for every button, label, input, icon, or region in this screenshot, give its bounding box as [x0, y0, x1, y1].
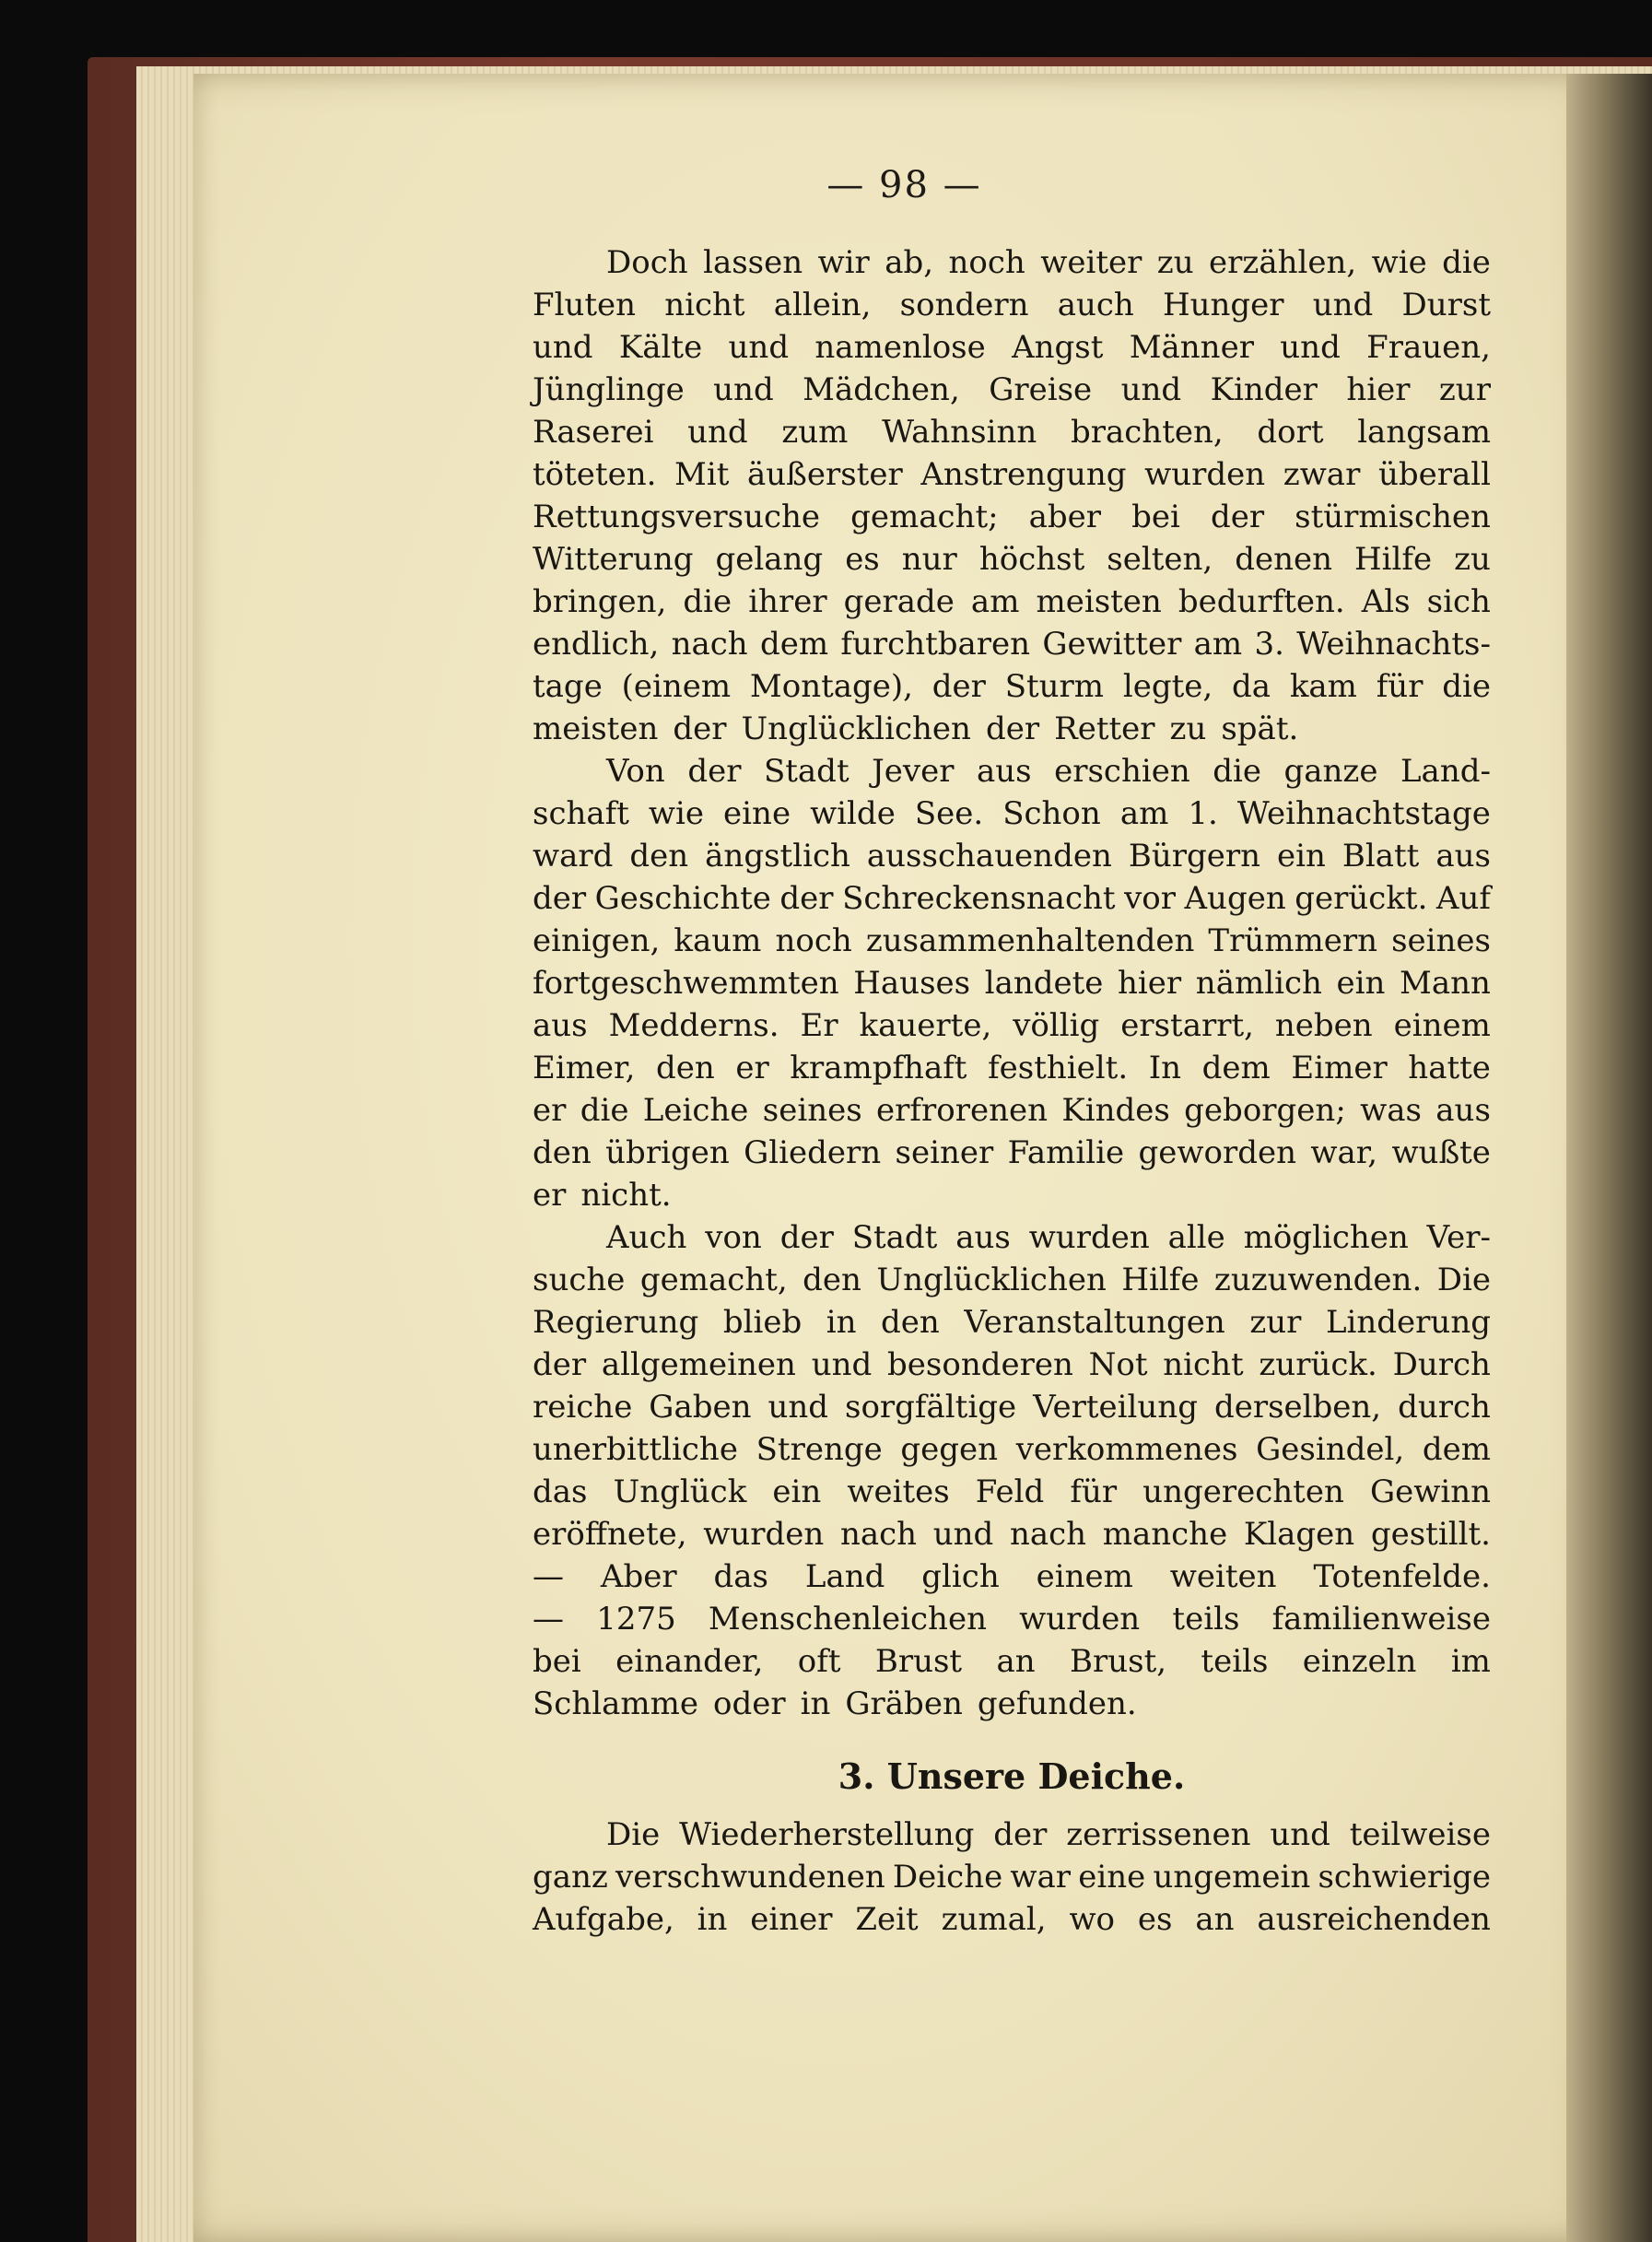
text-line: tage (einem Montage), der Sturm legte, da kam für die	[533, 668, 1491, 705]
page-number: — 98 —	[826, 164, 982, 206]
text-line: ward den ängstlich ausschauenden Bürgern ein Blatt aus	[533, 838, 1491, 874]
section-heading: 3. Unsere Deiche.	[838, 1755, 1186, 1797]
paragraph-1	[533, 241, 1491, 750]
text-line: aus Medderns. Er kauerte, völlig erstarrt, neben einem	[533, 1007, 1491, 1044]
text-line: fortgeschwemmten Hauses landete hier nämlich ein Mann	[533, 965, 1491, 1002]
text-line: ganz verschwundenen Deiche war eine ungemein schwierige	[533, 1859, 1491, 1896]
text-line: Aufgabe, in einer Zeit zumal, wo es an ausreichenden	[533, 1901, 1491, 1938]
text-line: einigen, kaum noch zusammenhaltenden Trümmern seines	[533, 922, 1491, 959]
section-paragraph	[533, 1814, 1491, 1941]
text-line: Witterung gelang es nur höchst selten, denen Hilfe zu	[533, 541, 1491, 578]
text-line: — Aber das Land glich einem weiten Totenfelde.	[533, 1558, 1491, 1595]
text-line: Eimer, den er krampfhaft festhielt. In dem Eimer hatte	[533, 1050, 1491, 1086]
body-text	[533, 241, 1491, 1941]
text-line: bei einander, oft Brust an Brust, teils einzeln im	[533, 1643, 1491, 1680]
text-line: Regierung blieb in den Veranstaltungen zur Linderung	[533, 1304, 1491, 1341]
text-line: suche gemacht, den Unglücklichen Hilfe zuzuwenden. Die	[533, 1262, 1491, 1298]
text-line: eröffnete, wurden nach und nach manche Klagen gestillt.	[533, 1516, 1491, 1553]
text-line: — 1275 Menschenleichen wurden teils familienweise	[533, 1601, 1491, 1637]
text-line: Von der Stadt Jever aus erschien die ganze Land-	[606, 753, 1491, 790]
text-line: bringen, die ihrer gerade am meisten bedurften. Als sich	[533, 583, 1491, 620]
text-line: unerbittliche Strenge gegen verkommenes Gesindel, dem	[533, 1431, 1491, 1468]
text-line: schaft wie eine wilde See. Schon am 1. Weihnachtstage	[533, 795, 1491, 832]
text-line: Die Wiederherstellung der zerrissenen und teilweise	[606, 1816, 1491, 1853]
text-line: Doch lassen wir ab, noch weiter zu erzählen, wie die	[606, 244, 1491, 281]
text-line: Raserei und zum Wahnsinn brachten, dort langsam	[533, 414, 1491, 451]
text-line: und Kälte und namenlose Angst Männer und Frauen,	[533, 329, 1491, 366]
text-line: reiche Gaben und sorgfältige Verteilung derselben, durch	[533, 1389, 1491, 1426]
text-line: der allgemeinen und besonderen Not nicht zurück. Durch	[533, 1346, 1491, 1383]
page-gutter-shadow	[1566, 74, 1652, 2242]
text-line: endlich, nach dem furchtbaren Gewitter am 3. Weihnachts-	[533, 626, 1491, 663]
text-line: den übrigen Gliedern seiner Familie geworden war, wußte	[533, 1134, 1491, 1171]
paragraph-2	[533, 750, 1491, 1216]
paragraph-3	[533, 1216, 1491, 1725]
text-line: Fluten nicht allein, sondern auch Hunger und Durst	[533, 287, 1491, 323]
text-line: Rettungsversuche gemacht; aber bei der stürmischen	[533, 499, 1491, 535]
text-line: töteten. Mit äußerster Anstrengung wurden zwar überall	[533, 456, 1491, 493]
text-line: Auch von der Stadt aus wurden alle möglichen Ver-	[606, 1219, 1491, 1256]
text-line: meisten der Unglücklichen der Retter zu spät.	[533, 710, 1299, 747]
text-line: der Geschichte der Schreckensnacht vor Augen gerückt. Auf	[533, 880, 1491, 917]
text-line: er nicht.	[533, 1177, 672, 1214]
text-line: das Unglück ein weites Feld für ungerechten Gewinn	[533, 1473, 1491, 1510]
text-line: er die Leiche seines erfrorenen Kindes geborgen; was aus	[533, 1092, 1491, 1129]
text-line: Jünglinge und Mädchen, Greise und Kinder hier zur	[533, 371, 1491, 408]
text-line: Schlamme oder in Gräben gefunden.	[533, 1685, 1137, 1722]
